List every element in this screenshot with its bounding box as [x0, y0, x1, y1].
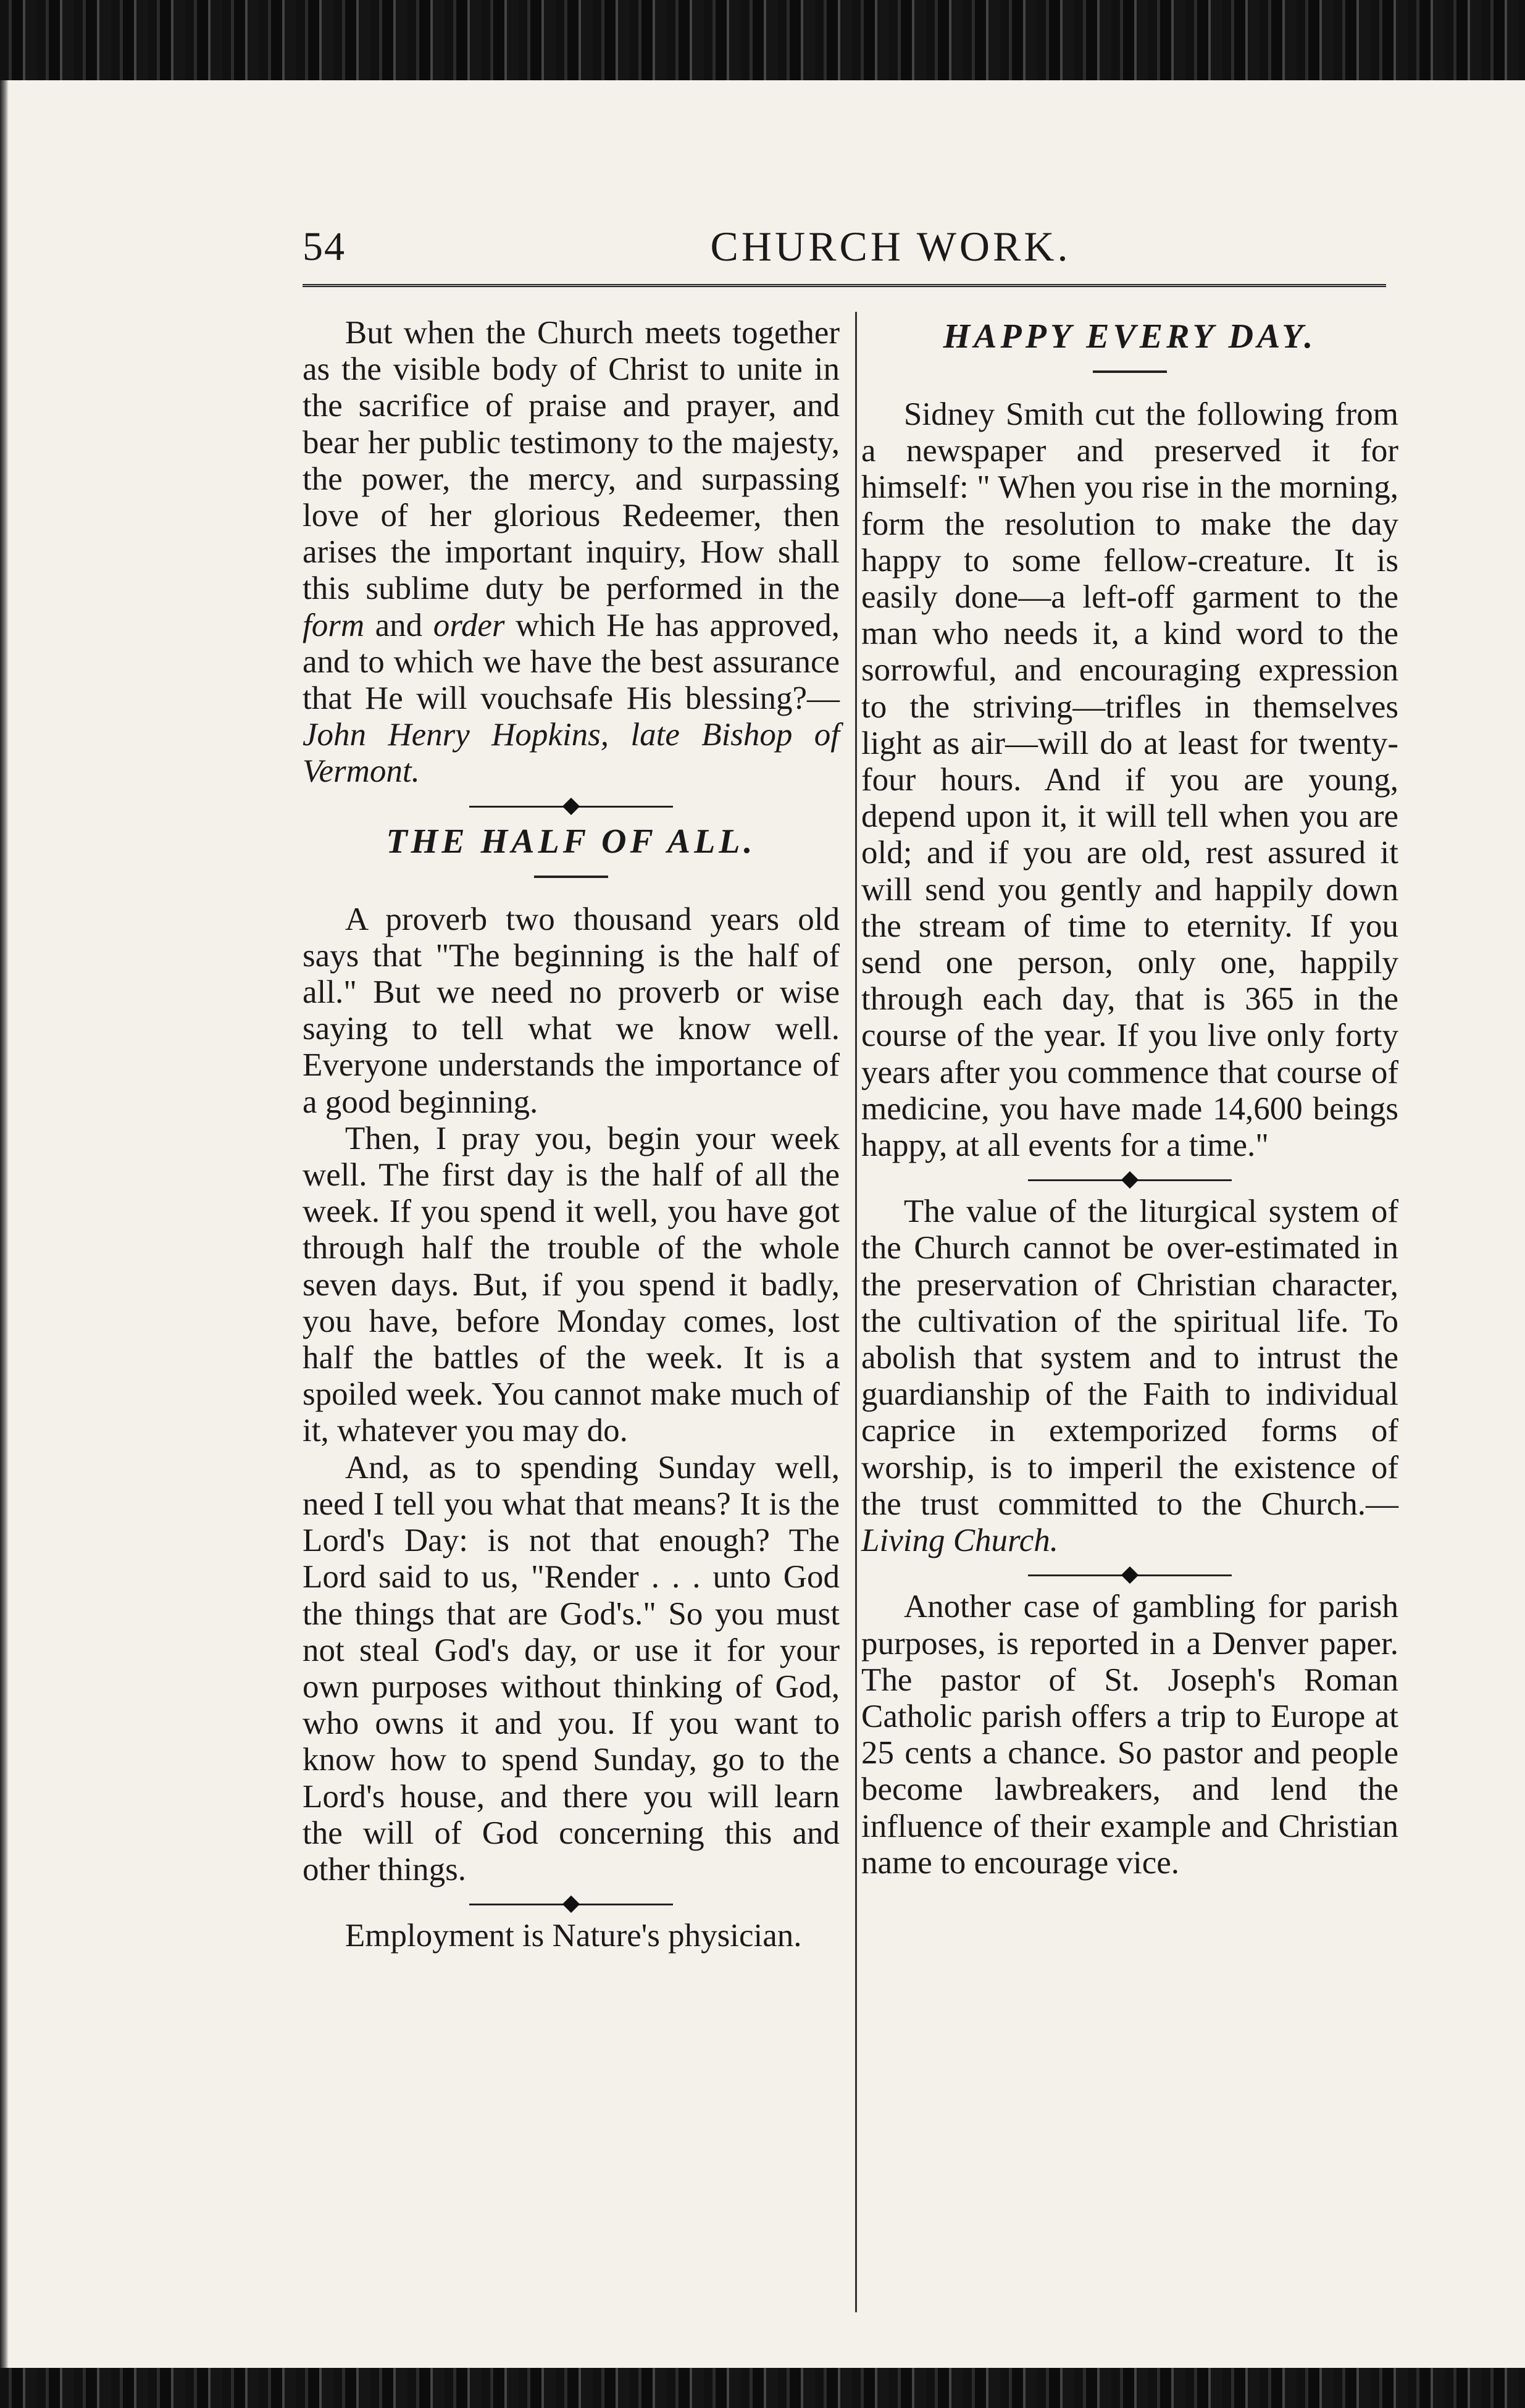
emphasis-form: form: [303, 607, 365, 643]
ornamental-separator: [469, 794, 673, 819]
gambling-paragraph: Another case of gambling for parish purposes, is reported in a Denver paper. The pastor of St. Joseph's Roman Catholic parish offers a trip to Europe at 25 cents a chance. So pastor and people become lawbreakers, and lend the influence of their example and Christian name to encourage vice.: [861, 1589, 1398, 1881]
heading-half-of-all: THE HALF OF ALL.: [386, 822, 756, 861]
diamond-ornament-icon: [562, 1896, 580, 1913]
article-liturgy-paragraph: But when the Church meets together as the visible body of Christ to unite in the sacrifice of praise and prayer, and bear her public testimony to the majesty, the power, the mercy, and surpassing love of her glorious Redeemer, then arises the important inquiry, How shall this sublime duty be performed in the form and order which He has approved, and to which we have the best assurance that He will vouchsafe His blessing?—John Henry Hopkins, late Bishop of Vermont.: [303, 315, 840, 790]
scan-border-bottom: [0, 2368, 1525, 2408]
right-column: [861, 315, 1398, 1881]
diamond-ornament-icon: [1121, 1566, 1139, 1584]
liturgical-system-paragraph: The value of the liturgical system of the Church cannot be over-estimated in the preservation of Christian character, the cultivation of the spiritual life. To abolish that system and to intrust the guardianship of the Faith to individual caprice in extemporized forms of worship, is to imperil the existence of the trust committed to the Church.—Living Church.: [861, 1194, 1398, 1559]
left-column: [303, 315, 840, 1954]
half-of-all-paragraph-2: Then, I pray you, begin your week well. The first day is the half of all the week. If you spend it well, you have got through half the trouble of the whole seven days. But, if you spend it badly, you have, before Monday comes, lost half the battles of the week. It is a spoiled week. You cannot make much of it, whatever you may do.: [303, 1120, 840, 1449]
half-of-all-paragraph-1: A proverb two thousand years old says that "The beginning is the half of all." But we need no proverb or wise saying to tell what we know well. Everyone understands the importance of a good beginning.: [303, 901, 840, 1120]
ornamental-separator: [1028, 1563, 1232, 1587]
running-head: CHURCH WORK.: [710, 223, 1071, 270]
half-of-all-paragraph-3: And, as to spending Sunday well, need I tell you what that means? It is the Lord's Day: is not that enough? The Lord said to us, "Render . . . unto God the things that are God's." So you must not steal God's day, or use it for your own purposes without thinking of God, who owns it and you. If you want to know how to spend Sunday, go to the Lord's house, and there you will learn the will of God concerning this and other things.: [303, 1449, 840, 1888]
scan-border-left: [0, 80, 9, 2368]
page-number: 54: [303, 224, 346, 269]
diamond-ornament-icon: [1121, 1171, 1139, 1189]
heading-happy-every-day: HAPPY EVERY DAY.: [943, 317, 1317, 356]
attribution-living-church: Living Church.: [861, 1523, 1058, 1559]
closing-line: Employment is Nature's physician.: [345, 1918, 802, 1954]
column-divider: [855, 312, 857, 2312]
heading-rule: [534, 876, 608, 878]
scan-border-top: [0, 0, 1525, 80]
ornamental-separator: [1028, 1168, 1232, 1192]
ornamental-separator: [469, 1892, 673, 1917]
page-header: [303, 216, 1386, 287]
diamond-ornament-icon: [562, 797, 580, 814]
happy-every-day-paragraph: Sidney Smith cut the following from a newspaper and preserved it for himself: " When you rise in the morning, form the resolution to make the day happy to some fellow-creature. It is easily done—a left-off garment to the man who needs it, a kind word to the sorrowful, and encouraging expression to the striving—trifles in themselves light as air—will do at least for twenty-four hours. And if you are young, depend upon it, it will tell when you are old; and if you are old, rest assured it will send you gently and happily down the stream of time to eternity. If you send one person, only one, happily through each day, that is 365 in the course of the year. If you live only forty years after you commence that course of medicine, you have made 14,600 beings happy, at all events for a time.": [861, 396, 1398, 1164]
emphasis-order: order: [433, 607, 505, 643]
attribution-hopkins: John Henry Hopkins, late Bishop of Vermont.: [303, 717, 840, 790]
heading-rule: [1093, 370, 1167, 373]
